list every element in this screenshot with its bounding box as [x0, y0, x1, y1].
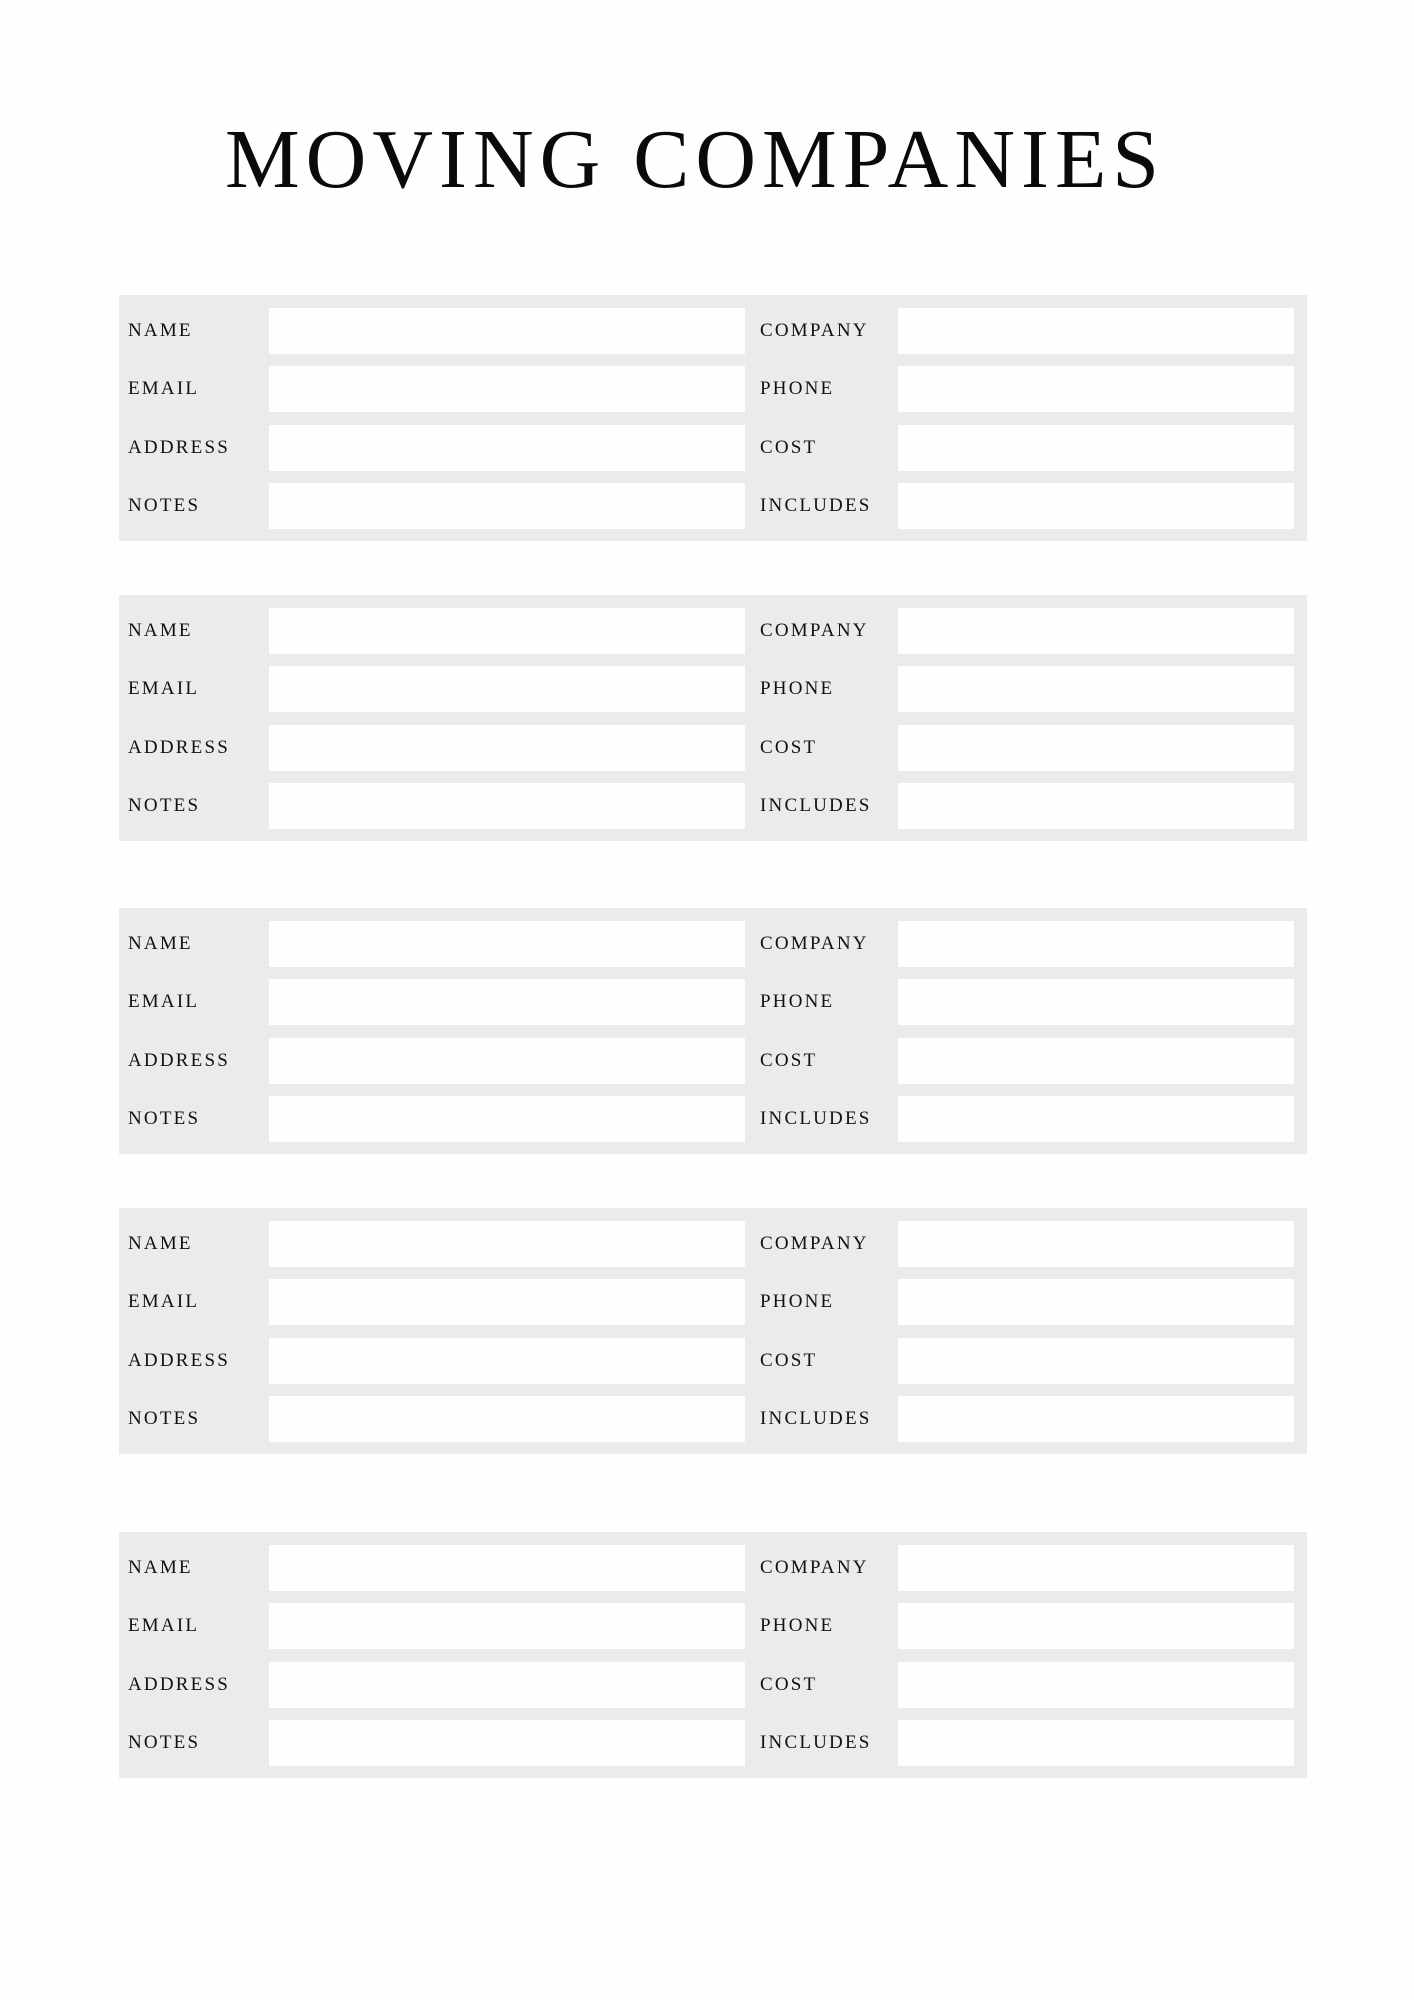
entry-row-email-phone	[119, 1279, 1307, 1325]
cost-field[interactable]	[898, 725, 1294, 771]
email-label: EMAIL	[128, 1291, 200, 1312]
email-field[interactable]	[269, 666, 745, 712]
name-field[interactable]	[269, 1221, 745, 1267]
name-label: NAME	[128, 933, 193, 954]
includes-label: INCLUDES	[760, 795, 872, 816]
address-field[interactable]	[269, 1038, 745, 1084]
entry-row-address-cost	[119, 725, 1307, 771]
notes-label: NOTES	[128, 1108, 201, 1129]
company-field[interactable]	[898, 308, 1294, 354]
notes-label: NOTES	[128, 1732, 201, 1753]
address-label: ADDRESS	[128, 437, 230, 458]
entry-row-address-cost	[119, 425, 1307, 471]
company-entry-card	[119, 908, 1307, 1154]
name-label: NAME	[128, 1557, 193, 1578]
address-label: ADDRESS	[128, 1350, 230, 1371]
entry-row-email-phone	[119, 979, 1307, 1025]
email-label: EMAIL	[128, 378, 200, 399]
notes-field[interactable]	[269, 1096, 745, 1142]
company-label: COMPANY	[760, 933, 869, 954]
company-entry-card	[119, 1532, 1307, 1778]
includes-label: INCLUDES	[760, 495, 872, 516]
address-label: ADDRESS	[128, 1674, 230, 1695]
cost-field[interactable]	[898, 1038, 1294, 1084]
cost-label: COST	[760, 437, 818, 458]
cost-label: COST	[760, 1674, 818, 1695]
phone-field[interactable]	[898, 1279, 1294, 1325]
email-label: EMAIL	[128, 678, 200, 699]
phone-field[interactable]	[898, 666, 1294, 712]
entry-row-name-company	[119, 308, 1307, 354]
email-field[interactable]	[269, 1603, 745, 1649]
entry-row-email-phone	[119, 366, 1307, 412]
company-label: COMPANY	[760, 1233, 869, 1254]
notes-field[interactable]	[269, 1720, 745, 1766]
notes-field[interactable]	[269, 483, 745, 529]
includes-label: INCLUDES	[760, 1108, 872, 1129]
phone-label: PHONE	[760, 991, 835, 1012]
cost-label: COST	[760, 737, 818, 758]
entry-row-address-cost	[119, 1338, 1307, 1384]
phone-field[interactable]	[898, 1603, 1294, 1649]
company-label: COMPANY	[760, 1557, 869, 1578]
notes-field[interactable]	[269, 1396, 745, 1442]
entry-row-notes-includes	[119, 1720, 1307, 1766]
name-field[interactable]	[269, 1545, 745, 1591]
phone-label: PHONE	[760, 1291, 835, 1312]
address-field[interactable]	[269, 1662, 745, 1708]
entry-row-notes-includes	[119, 783, 1307, 829]
includes-field[interactable]	[898, 483, 1294, 529]
address-field[interactable]	[269, 1338, 745, 1384]
address-field[interactable]	[269, 725, 745, 771]
name-field[interactable]	[269, 608, 745, 654]
name-field[interactable]	[269, 921, 745, 967]
company-entry-card	[119, 1208, 1307, 1454]
entry-row-address-cost	[119, 1038, 1307, 1084]
page-title: MOVING COMPANIES	[224, 113, 1166, 206]
email-field[interactable]	[269, 366, 745, 412]
company-label: COMPANY	[760, 620, 869, 641]
cost-field[interactable]	[898, 1662, 1294, 1708]
phone-label: PHONE	[760, 678, 835, 699]
name-field[interactable]	[269, 308, 745, 354]
notes-label: NOTES	[128, 795, 201, 816]
cost-field[interactable]	[898, 425, 1294, 471]
notes-label: NOTES	[128, 495, 201, 516]
notes-label: NOTES	[128, 1408, 201, 1429]
cost-label: COST	[760, 1050, 818, 1071]
cost-label: COST	[760, 1350, 818, 1371]
entry-row-name-company	[119, 921, 1307, 967]
company-field[interactable]	[898, 1221, 1294, 1267]
email-label: EMAIL	[128, 1615, 200, 1636]
entry-row-notes-includes	[119, 483, 1307, 529]
company-field[interactable]	[898, 921, 1294, 967]
entry-row-address-cost	[119, 1662, 1307, 1708]
entry-row-notes-includes	[119, 1096, 1307, 1142]
entry-row-email-phone	[119, 1603, 1307, 1649]
entry-row-name-company	[119, 1221, 1307, 1267]
entry-row-name-company	[119, 608, 1307, 654]
includes-field[interactable]	[898, 1096, 1294, 1142]
phone-label: PHONE	[760, 1615, 835, 1636]
name-label: NAME	[128, 1233, 193, 1254]
entry-row-notes-includes	[119, 1396, 1307, 1442]
address-field[interactable]	[269, 425, 745, 471]
address-label: ADDRESS	[128, 1050, 230, 1071]
name-label: NAME	[128, 320, 193, 341]
includes-field[interactable]	[898, 1720, 1294, 1766]
company-entry-card	[119, 295, 1307, 541]
entry-row-email-phone	[119, 666, 1307, 712]
name-label: NAME	[128, 620, 193, 641]
phone-field[interactable]	[898, 979, 1294, 1025]
company-label: COMPANY	[760, 320, 869, 341]
includes-label: INCLUDES	[760, 1408, 872, 1429]
company-entry-card	[119, 595, 1307, 841]
company-field[interactable]	[898, 1545, 1294, 1591]
includes-label: INCLUDES	[760, 1732, 872, 1753]
address-label: ADDRESS	[128, 737, 230, 758]
phone-field[interactable]	[898, 366, 1294, 412]
includes-field[interactable]	[898, 1396, 1294, 1442]
email-field[interactable]	[269, 1279, 745, 1325]
notes-field[interactable]	[269, 783, 745, 829]
cost-field[interactable]	[898, 1338, 1294, 1384]
company-field[interactable]	[898, 608, 1294, 654]
email-field[interactable]	[269, 979, 745, 1025]
email-label: EMAIL	[128, 991, 200, 1012]
entry-row-name-company	[119, 1545, 1307, 1591]
includes-field[interactable]	[898, 783, 1294, 829]
phone-label: PHONE	[760, 378, 835, 399]
